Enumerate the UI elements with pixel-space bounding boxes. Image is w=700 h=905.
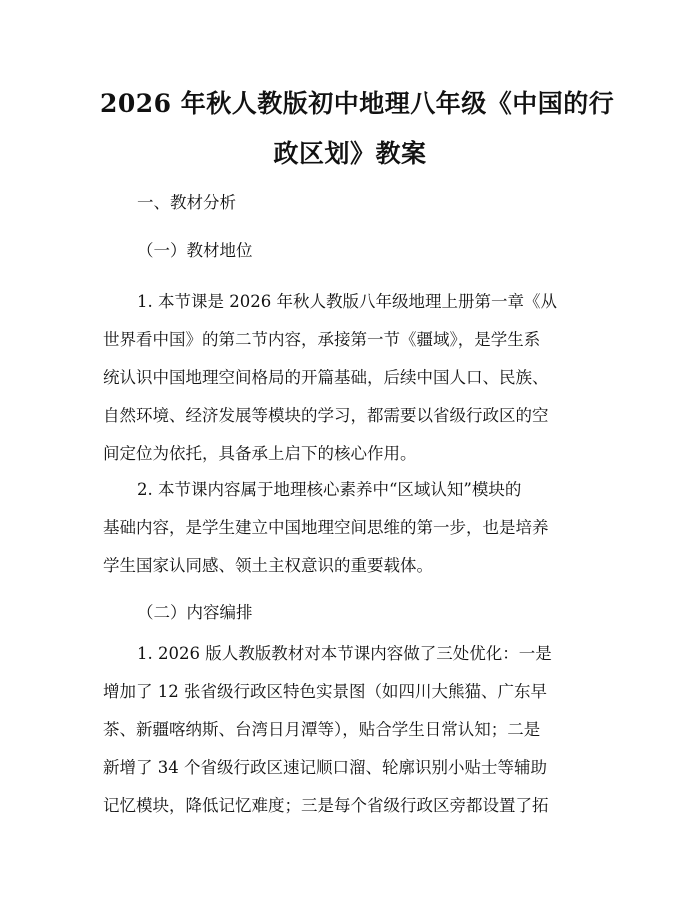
paragraph-1-line-3: 统认识中国地理空间格局的开篇基础，后续中国人口、民族、 xyxy=(103,368,549,387)
paragraph-3-line-1: 1. 2026 版人教版教材对本节课内容做了三处优化：一是 xyxy=(137,644,552,663)
subsection-heading-content-arrangement: （二）内容编排 xyxy=(137,603,253,622)
title-line-2: 政区划》教案 xyxy=(273,139,427,168)
paragraph-1-line-5: 间定位为依托，具备承上启下的核心作用。 xyxy=(103,444,417,463)
paragraph-2-line-2: 基础内容，是学生建立中国地理空间思维的第一步，也是培养 xyxy=(103,518,549,537)
section-heading-materials-analysis: 一、教材分析 xyxy=(137,193,236,212)
paragraph-3-line-4: 新增了 34 个省级行政区速记顺口溜、轮廓识别小贴士等辅助 xyxy=(103,758,547,777)
paragraph-3 xyxy=(103,635,603,825)
title-line-1: 2026 年秋人教版初中地理八年级《中国的行 xyxy=(100,89,615,118)
paragraph-2 xyxy=(103,471,603,585)
paragraph-2-line-3: 学生国家认同感、领土主权意识的重要载体。 xyxy=(103,556,433,575)
paragraph-1-line-1: 1. 本节课是 2026 年秋人教版八年级地理上册第一章《从 xyxy=(137,292,557,311)
document-title xyxy=(100,79,615,179)
paragraph-2-line-1: 2. 本节课内容属于地理核心素养中“区域认知”模块的 xyxy=(137,480,522,499)
paragraph-3-line-2: 增加了 12 张省级行政区特色实景图（如四川大熊猫、广东早 xyxy=(103,682,547,701)
paragraph-3-line-5: 记忆模块，降低记忆难度；三是每个省级行政区旁都设置了拓 xyxy=(103,796,549,815)
subsection-heading-materials-position: （一）教材地位 xyxy=(137,241,253,260)
paragraph-1 xyxy=(103,283,603,473)
paragraph-1-line-2: 世界看中国》的第二节内容，承接第一节《疆域》，是学生系 xyxy=(103,330,541,349)
paragraph-1-line-4: 自然环境、经济发展等模块的学习，都需要以省级行政区的空 xyxy=(103,406,549,425)
paragraph-3-line-3: 茶、新疆喀纳斯、台湾日月潭等），贴合学生日常认知；二是 xyxy=(103,720,541,739)
